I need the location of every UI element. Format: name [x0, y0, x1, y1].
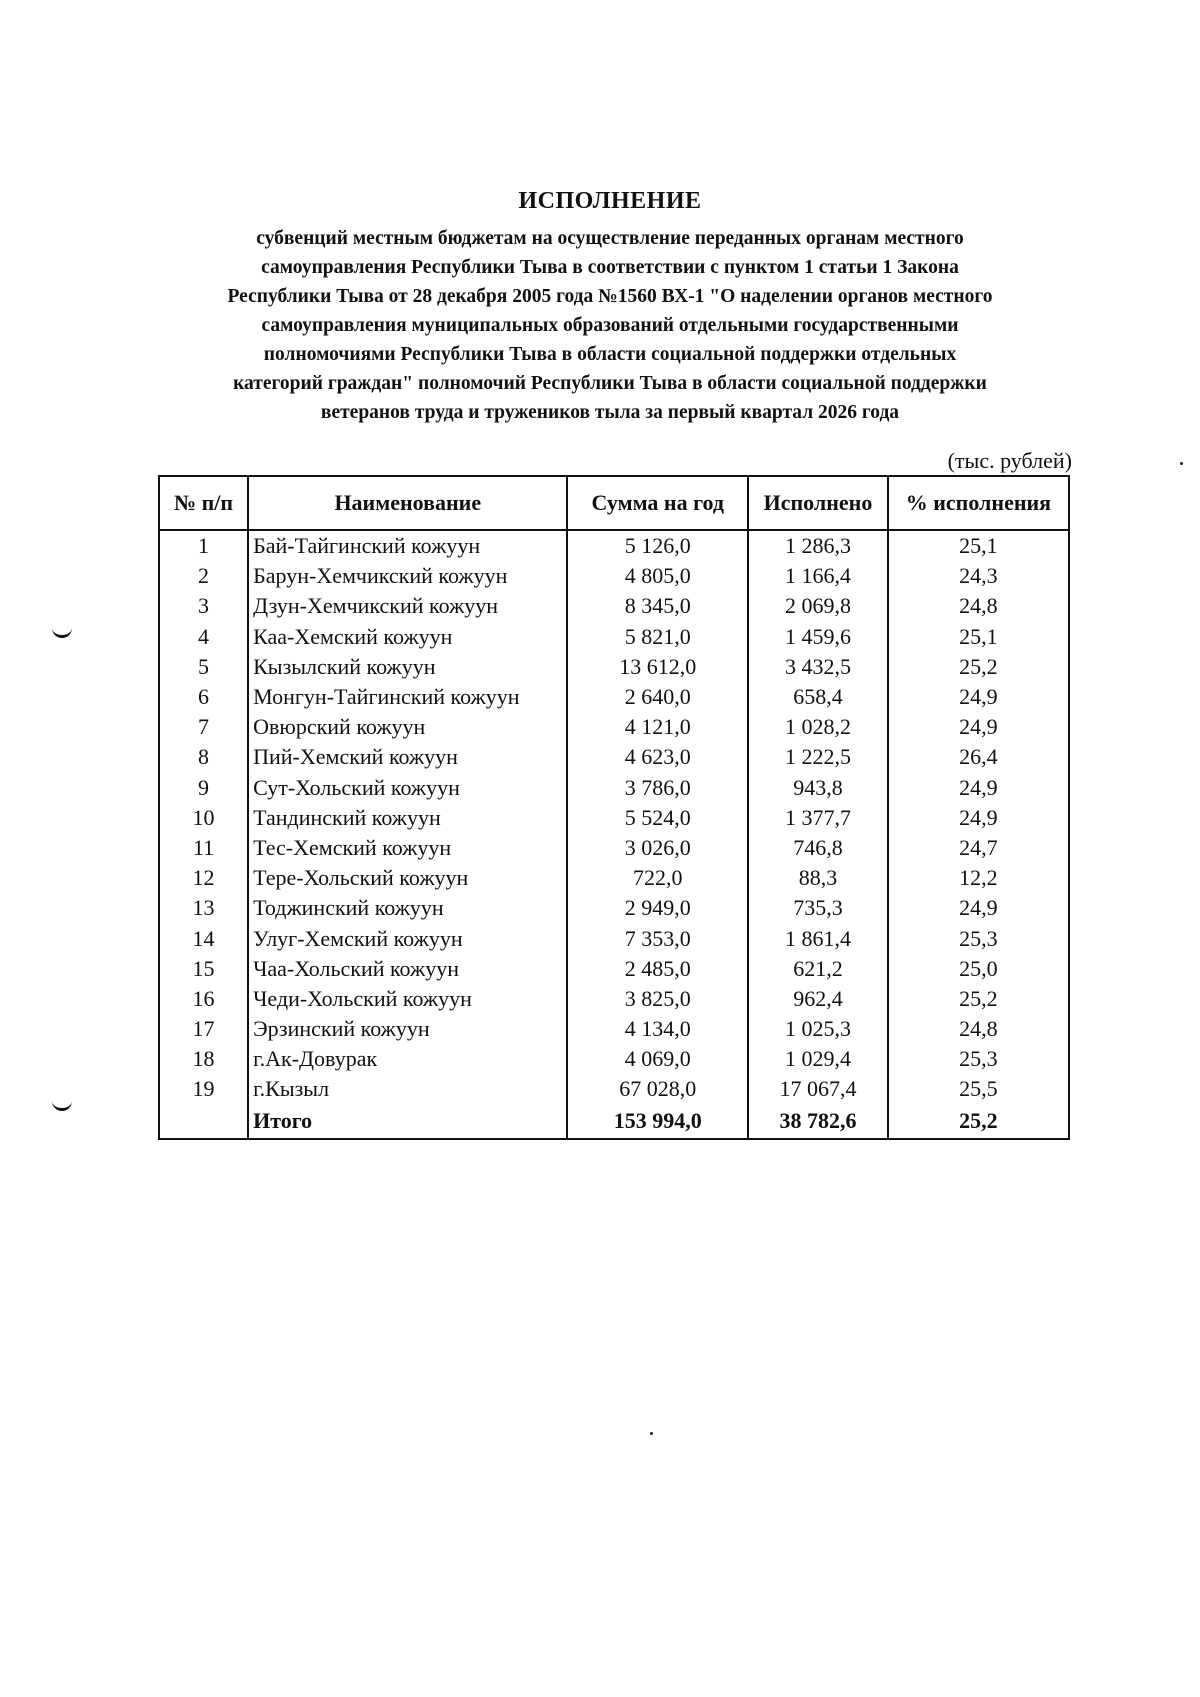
- cell-done: 943,8: [748, 773, 888, 803]
- cell-name: Тандинский кожуун: [248, 803, 567, 833]
- subtitle-line: Республики Тыва от 28 декабря 2005 года №1560 ВХ-1 "О наделении органов местного: [227, 286, 993, 307]
- cell-sum: 4 121,0: [567, 712, 748, 742]
- cell-done: 1 377,7: [748, 803, 888, 833]
- header-pct: % исполнения: [888, 476, 1069, 530]
- table-row: [159, 863, 1069, 893]
- cell-sum: 3 825,0: [567, 984, 748, 1014]
- cell-name: Тере-Хольский кожуун: [248, 863, 567, 893]
- table-row: [159, 682, 1069, 712]
- margin-mark: [52, 625, 72, 638]
- cell-name: Итого: [248, 1105, 567, 1139]
- cell-sum: 4 623,0: [567, 742, 748, 772]
- cell-name: Чаа-Хольский кожуун: [248, 954, 567, 984]
- cell-sum: 4 069,0: [567, 1044, 748, 1074]
- cell-name: Улуг-Хемский кожуун: [248, 923, 567, 953]
- header-done: Исполнено: [748, 476, 888, 530]
- cell-done: 2 069,8: [748, 591, 888, 621]
- cell-num: 7: [159, 712, 248, 742]
- cell-num: 3: [159, 591, 248, 621]
- cell-done: 962,4: [748, 984, 888, 1014]
- table-row: [159, 530, 1069, 561]
- table-row: [159, 984, 1069, 1014]
- cell-num: 11: [159, 833, 248, 863]
- subtitle-line: категорий граждан" полномочий Республики Тыва в области социальной поддержки: [233, 373, 987, 394]
- document-title: ИСПОЛНЕНИЕ: [518, 188, 702, 214]
- cell-name: Бай-Тайгинский кожуун: [248, 530, 567, 561]
- cell-done: 1 029,4: [748, 1044, 888, 1074]
- table-header-row: [159, 476, 1069, 530]
- cell-num: 13: [159, 893, 248, 923]
- cell-done: 658,4: [748, 682, 888, 712]
- cell-pct: 24,7: [888, 833, 1069, 863]
- cell-name: Дзун-Хемчикский кожуун: [248, 591, 567, 621]
- table-body: [159, 530, 1069, 1139]
- cell-done: 3 432,5: [748, 652, 888, 682]
- cell-done: 746,8: [748, 833, 888, 863]
- cell-num: 2: [159, 561, 248, 591]
- cell-pct: 25,2: [888, 652, 1069, 682]
- cell-name: Чеди-Хольский кожуун: [248, 984, 567, 1014]
- table-row: [159, 652, 1069, 682]
- table-row: [159, 1014, 1069, 1044]
- cell-name: Кызылский кожуун: [248, 652, 567, 682]
- cell-pct: 25,2: [888, 1105, 1069, 1139]
- cell-pct: 25,5: [888, 1074, 1069, 1104]
- cell-done: 1 025,3: [748, 1014, 888, 1044]
- cell-sum: 2 485,0: [567, 954, 748, 984]
- scan-speck: [650, 1432, 653, 1435]
- cell-num: 14: [159, 923, 248, 953]
- cell-num: 6: [159, 682, 248, 712]
- cell-pct: 24,9: [888, 773, 1069, 803]
- cell-num: 19: [159, 1074, 248, 1104]
- table-row: [159, 773, 1069, 803]
- cell-num: 9: [159, 773, 248, 803]
- cell-done: 1 166,4: [748, 561, 888, 591]
- cell-num: 1: [159, 530, 248, 561]
- subtitle-line: субвенций местным бюджетам на осуществление переданных органам местного: [256, 228, 964, 249]
- cell-sum: 3 026,0: [567, 833, 748, 863]
- cell-name: г.Кызыл: [248, 1074, 567, 1104]
- table-row: [159, 954, 1069, 984]
- cell-pct: 25,1: [888, 530, 1069, 561]
- cell-sum: 4 134,0: [567, 1014, 748, 1044]
- cell-sum: 5 524,0: [567, 803, 748, 833]
- cell-num: 15: [159, 954, 248, 984]
- cell-pct: 25,1: [888, 622, 1069, 652]
- cell-name: Сут-Хольский кожуун: [248, 773, 567, 803]
- cell-pct: 24,8: [888, 1014, 1069, 1044]
- table-row: [159, 1074, 1069, 1104]
- cell-name: Монгун-Тайгинский кожуун: [248, 682, 567, 712]
- cell-sum: 2 640,0: [567, 682, 748, 712]
- cell-sum: 2 949,0: [567, 893, 748, 923]
- cell-sum: 4 805,0: [567, 561, 748, 591]
- subtitle-line: самоуправления муниципальных образований отдельными государственными: [261, 315, 959, 336]
- cell-pct: 12,2: [888, 863, 1069, 893]
- document-subtitle: [160, 224, 1060, 427]
- cell-done: 38 782,6: [748, 1105, 888, 1139]
- cell-pct: 25,3: [888, 923, 1069, 953]
- units-label: (тыс. рублей): [947, 448, 1072, 473]
- cell-num: 17: [159, 1014, 248, 1044]
- table-row: [159, 893, 1069, 923]
- cell-sum: 5 821,0: [567, 622, 748, 652]
- cell-name: Пий-Хемский кожуун: [248, 742, 567, 772]
- cell-sum: 153 994,0: [567, 1105, 748, 1139]
- cell-name: Тес-Хемский кожуун: [248, 833, 567, 863]
- cell-pct: 25,0: [888, 954, 1069, 984]
- cell-name: Барун-Хемчикский кожуун: [248, 561, 567, 591]
- cell-sum: 13 612,0: [567, 652, 748, 682]
- cell-pct: 26,4: [888, 742, 1069, 772]
- margin-mark: [52, 1098, 72, 1111]
- cell-num: 8: [159, 742, 248, 772]
- cell-pct: 25,3: [888, 1044, 1069, 1074]
- cell-name: г.Ак-Довурак: [248, 1044, 567, 1074]
- cell-name: Тоджинский кожуун: [248, 893, 567, 923]
- total-row: [159, 1105, 1069, 1139]
- scan-speck: [1180, 462, 1183, 465]
- cell-num: 4: [159, 622, 248, 652]
- cell-num: 16: [159, 984, 248, 1014]
- cell-pct: 24,8: [888, 591, 1069, 621]
- cell-num: [159, 1105, 248, 1139]
- header-num: № п/п: [159, 476, 248, 530]
- subtitle-line: ветеранов труда и тружеников тыла за первый квартал 2026 года: [320, 402, 900, 423]
- table-row: [159, 1044, 1069, 1074]
- cell-done: 17 067,4: [748, 1074, 888, 1104]
- cell-num: 12: [159, 863, 248, 893]
- cell-done: 1 459,6: [748, 622, 888, 652]
- cell-pct: 24,9: [888, 712, 1069, 742]
- table-row: [159, 591, 1069, 621]
- cell-sum: 8 345,0: [567, 591, 748, 621]
- cell-sum: 5 126,0: [567, 530, 748, 561]
- execution-table: [158, 475, 1070, 1140]
- cell-pct: 24,3: [888, 561, 1069, 591]
- table-row: [159, 833, 1069, 863]
- cell-num: 18: [159, 1044, 248, 1074]
- cell-done: 621,2: [748, 954, 888, 984]
- cell-pct: 24,9: [888, 803, 1069, 833]
- cell-done: 88,3: [748, 863, 888, 893]
- cell-done: 1 286,3: [748, 530, 888, 561]
- cell-pct: 24,9: [888, 682, 1069, 712]
- table-row: [159, 803, 1069, 833]
- cell-sum: 67 028,0: [567, 1074, 748, 1104]
- cell-sum: 7 353,0: [567, 923, 748, 953]
- cell-pct: 25,2: [888, 984, 1069, 1014]
- cell-done: 735,3: [748, 893, 888, 923]
- cell-sum: 3 786,0: [567, 773, 748, 803]
- cell-done: 1 028,2: [748, 712, 888, 742]
- table-row: [159, 923, 1069, 953]
- cell-pct: 24,9: [888, 893, 1069, 923]
- table-row: [159, 742, 1069, 772]
- cell-done: 1 222,5: [748, 742, 888, 772]
- cell-name: Каа-Хемский кожуун: [248, 622, 567, 652]
- subtitle-line: самоуправления Республики Тыва в соответствии с пунктом 1 статьи 1 Закона: [261, 257, 959, 278]
- cell-num: 5: [159, 652, 248, 682]
- cell-done: 1 861,4: [748, 923, 888, 953]
- header-sum: Сумма на год: [567, 476, 748, 530]
- cell-num: 10: [159, 803, 248, 833]
- header-name: Наименование: [248, 476, 567, 530]
- table-row: [159, 712, 1069, 742]
- table-row: [159, 561, 1069, 591]
- cell-name: Овюрский кожуун: [248, 712, 567, 742]
- cell-sum: 722,0: [567, 863, 748, 893]
- subtitle-line: полномочиями Республики Тыва в области социальной поддержки отдельных: [263, 344, 957, 365]
- table-row: [159, 622, 1069, 652]
- cell-name: Эрзинский кожуун: [248, 1014, 567, 1044]
